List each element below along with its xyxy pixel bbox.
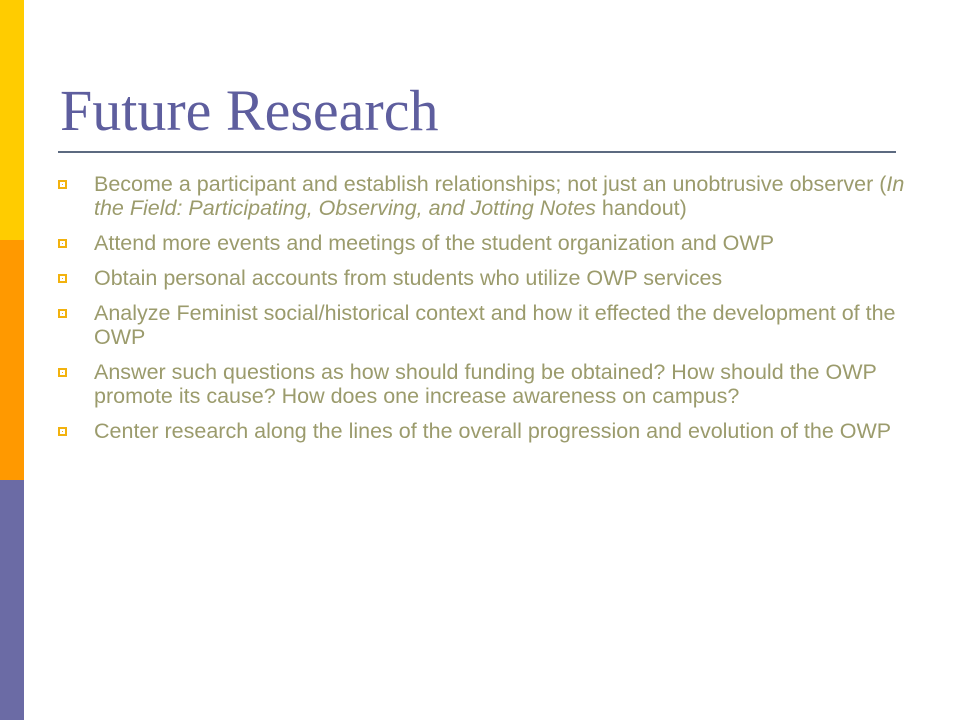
side-bar-yellow-segment <box>0 0 24 240</box>
square-bullet-icon <box>58 180 67 189</box>
slide-side-bar <box>0 0 24 720</box>
bullet-text: Analyze Feminist social/historical context and how it effected the development of the OWP <box>94 301 896 349</box>
bullet-text: handout) <box>595 196 687 220</box>
bullet-text: Obtain personal accounts from students who utilize OWP services <box>94 266 723 290</box>
title-divider <box>58 151 896 153</box>
bullet-text: Become a participant and establish relationships; not just an unobtrusive observer ( <box>94 172 887 196</box>
square-bullet-icon <box>58 239 67 248</box>
side-bar-purple-segment <box>0 480 24 720</box>
square-bullet-icon <box>58 274 67 283</box>
bullet-text-italic: In the Field: Participating, Observing, and Jotting Notes <box>94 172 905 220</box>
bullet-item <box>58 266 908 290</box>
bullet-text: Attend more events and meetings of the student organization and OWP <box>94 231 775 255</box>
bullet-text: Center research along the lines of the overall progression and evolution of the OWP <box>94 419 892 443</box>
square-bullet-icon <box>58 309 67 318</box>
square-bullet-icon <box>58 368 67 377</box>
bullet-list <box>58 172 908 454</box>
bullet-item <box>58 360 908 408</box>
square-bullet-icon <box>58 427 67 436</box>
bullet-item <box>58 172 908 220</box>
bullet-item <box>58 301 908 349</box>
slide-title: Future Research <box>60 78 439 143</box>
side-bar-orange-segment <box>0 240 24 480</box>
bullet-item <box>58 419 908 443</box>
bullet-text: Answer such questions as how should funding be obtained? How should the OWP promote its cause? How does one increase awareness on campus? <box>94 360 877 408</box>
bullet-item <box>58 231 908 255</box>
